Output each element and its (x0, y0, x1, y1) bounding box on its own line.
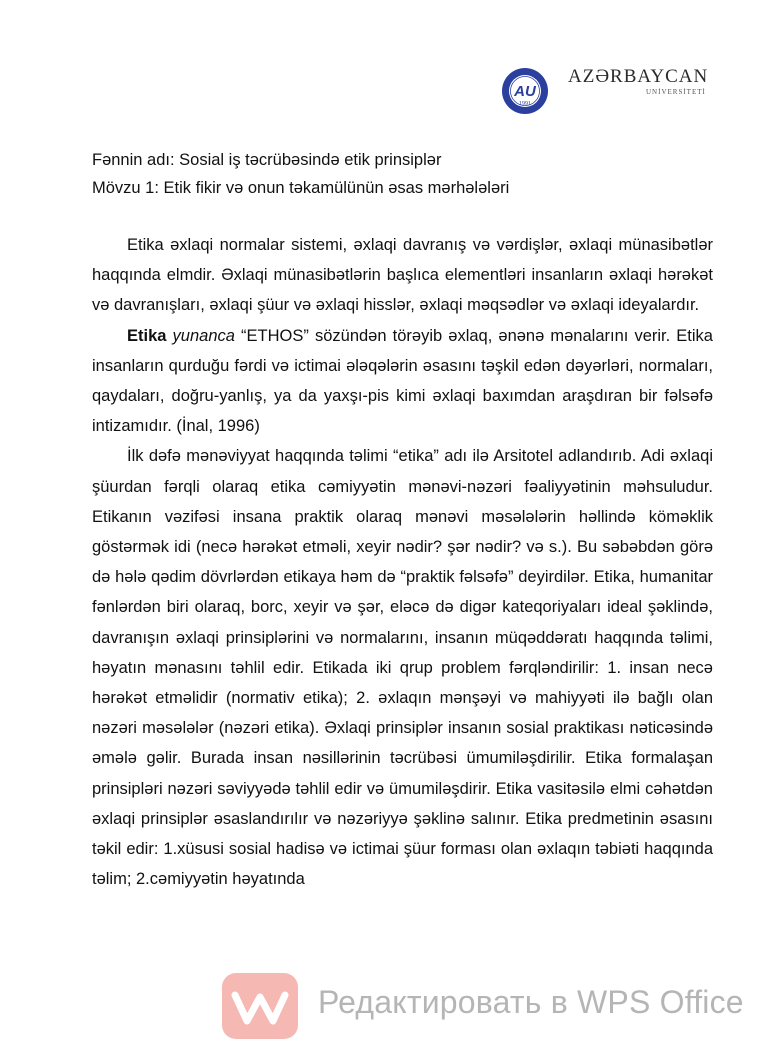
italic-term: yunanca (172, 326, 235, 345)
bold-term: Etika (127, 326, 167, 345)
wps-edit-label[interactable]: Редактировать в WPS Office (318, 984, 744, 1020)
university-emblem-icon (500, 66, 550, 116)
logo-name: AZƏRBAYCAN (568, 66, 709, 87)
paragraph (92, 321, 713, 442)
document-body (92, 230, 713, 894)
document-headings (92, 146, 722, 202)
paragraph: İlk dəfə mənəviyyat haqqında təlimi “etika” adı ilə Arsitotel adlandırıb. Adi əxlaqi şüurdan fərqli olaraq etika cəmiyyətin mənəvi-nəzəri fəaliyyətinin məhsuludur. Etikanın vəzifəsi insana praktik olaraq mənəvi məsələlərin həllində köməklik göstərmək idi (necə hərəkət etməli, xeyir nədir? şər nədir? və s.). Bu səbəbdən görə də hələ qədim dövrlərdən etikaya həm də “praktik fəlsəfə” deyirdilər. Etika, humanitar fənlərdən biri olaraq, borc, xeyir və şər, eləcə də digər kateqoriyaları ideal şəklində, davranışın əxlaqi prinsiplərini və normalarını, insanın müqəddəratı haqqında təlimi, həyatın mənasını təhlil edir. Etikada iki qrup problem fərqləndirilir: 1. insan necə hərəkət etməlidir (normativ etika); 2. əxlaqın mənşəyi və mahiyyəti ilə bağlı olan nəzəri məsələlər (nəzəri etika). Əxlaqi prinsiplər insanın sosial praktikası nəticəsində əmələ gəlir. Burada insan nəsillərinin təcrübəsi ümumiləşdirilir. Etika formalaşan prinsipləri nəzəri səviyyədə təhlil edir və ümumiləşdirir. Etika vasitəsilə elmi cəhətdən əxlaqi prinsiplər əsaslandırılır və nəzəriyyə şəklinə salınır. Etika predmetinin əsasını təkil edir: 1.xüsusi sosial hadisə və ictimai şüur forması olan əxlaqın təbiəti haqqında təlim; 2.cəmiyyətin həyatında (92, 447, 713, 889)
logo-subtitle: UNİVERSİTETİ (646, 88, 706, 96)
topic-line: Mövzu 1: Etik fikir və onun təkamülünün əsas mərhələləri (92, 179, 510, 197)
wps-edit-banner[interactable] (222, 968, 762, 1028)
emblem-year: 1991 (519, 101, 531, 107)
emblem-letters: AU (514, 83, 536, 100)
wps-logo-icon (222, 973, 298, 1039)
paragraph-text: “ETHOS” sözündən törəyib əxlaq, ənənə mənalarını verir. Etika insanların qurduğu fərdi və ictimai ələqələrin əsasını təşkil edən dəyərləri, normaları, qaydaları, doğru-yanlış, ya da yaxşı-pis kimi əxlaqi baxımdan araşdıran bir fəlsəfə intizamıdır. (İnal, 1996) (92, 326, 713, 436)
subject-line: Fənnin adı: Sosial iş təcrübəsində etik prinsiplər (92, 151, 442, 169)
paragraph: Etika əxlaqi normalar sistemi, əxlaqi davranış və vərdişlər, əxlaqi münasibətlər haqqında elmdir. Əxlaqi münasibətlərin başlıca elementləri insanların əxlaqi hərəkət və davranışları, əxlaqi şüur və əxlaqi hisslər, əxlaqi məqsədlər və əxlaqi ideyalardır. (92, 236, 713, 315)
